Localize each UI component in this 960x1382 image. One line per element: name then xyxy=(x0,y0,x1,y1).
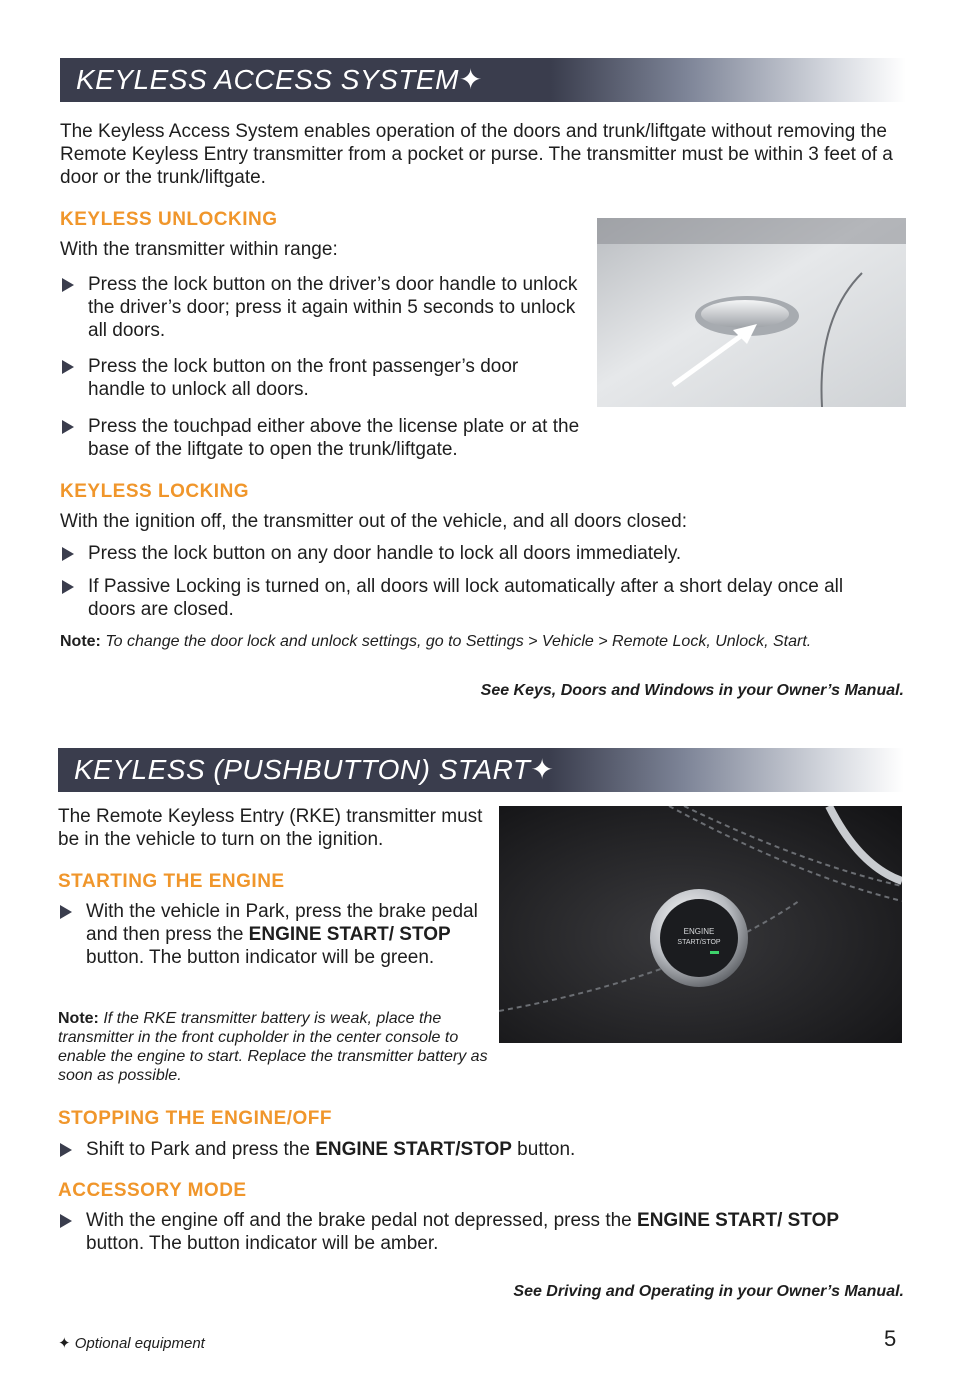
keyless-access-manual-reference: See Keys, Doors and Windows in your Owner’s Manual. xyxy=(480,682,904,699)
bullet-arrow-icon xyxy=(60,1214,72,1228)
keyless-access-note xyxy=(60,632,920,651)
page-number: 5 xyxy=(884,1326,897,1351)
list-item xyxy=(60,355,560,401)
optional-mark: ✦ xyxy=(530,754,555,785)
bullet-arrow-icon xyxy=(62,360,74,374)
door-handle-photo xyxy=(597,218,906,407)
green-indicator-light xyxy=(710,951,719,954)
starting-engine-heading: STARTING THE ENGINE xyxy=(58,871,285,892)
list-item xyxy=(60,575,880,621)
keyless-start-manual-reference: See Driving and Operating in your Owner’s Manual. xyxy=(513,1283,904,1300)
note-text: If the RKE transmitter battery is weak, place the transmitter in the front cupholder in the center console to enable the engine to start. Replace the transmitter battery as soon as possible. xyxy=(58,1010,488,1084)
bullet-text: If Passive Locking is turned on, all doors will lock automatically after a short delay once all doors are closed. xyxy=(88,576,844,620)
keyless-access-intro: The Keyless Access System enables operation of the doors and trunk/liftgate without removing the Remote Keyless Entry transmitter from a pocket or purse. The transmitter must be within 3 feet of a door or the trunk/liftgate. xyxy=(60,121,893,188)
bullet-text-post: button. xyxy=(511,1139,576,1160)
bullet-text-pre: With the vehicle in Park, press the brake pedal and then press the xyxy=(86,901,478,945)
bullet-text-post: button. The button indicator will be green. xyxy=(86,947,435,968)
optional-mark: ✦ xyxy=(58,1335,71,1352)
keyless-locking-lead: With the ignition off, the transmitter out of the vehicle, and all doors closed: xyxy=(60,511,687,532)
note-text: To change the door lock and unlock settings, go to Settings > Vehicle > Remote Lock, Unlock, Start. xyxy=(105,633,812,650)
bullet-text-bold: ENGINE START/ STOP xyxy=(637,1210,840,1231)
stopping-engine-heading: STOPPING THE ENGINE/OFF xyxy=(58,1108,333,1129)
section-title: KEYLESS (PUSHBUTTON) START xyxy=(74,754,531,785)
engine-label: ENGINE xyxy=(683,927,715,936)
bullet-arrow-icon xyxy=(60,1143,72,1157)
keyless-unlocking-heading: KEYLESS UNLOCKING xyxy=(60,209,278,230)
bullet-text-bold: ENGINE START/STOP xyxy=(315,1139,512,1160)
bullet-arrow-icon xyxy=(62,580,74,594)
keyless-start-intro: The Remote Keyless Entry (RKE) transmitter must be in the vehicle to turn on the ignition. xyxy=(58,806,483,850)
start-button-illustration xyxy=(499,806,902,1043)
list-item xyxy=(58,1138,903,1161)
list-item xyxy=(60,273,580,342)
bullet-arrow-icon xyxy=(62,547,74,561)
bullet-arrow-icon xyxy=(62,278,74,292)
bullet-text: Press the lock button on any door handle to lock all doors immediately. xyxy=(88,543,682,564)
list-item xyxy=(58,1209,858,1255)
start-stop-label: START/STOP xyxy=(677,939,721,946)
bullet-arrow-icon xyxy=(60,905,72,919)
keyless-start-note xyxy=(58,1009,488,1085)
bullet-arrow-icon xyxy=(62,420,74,434)
optional-text: Optional equipment xyxy=(74,1335,205,1352)
bullet-text-bold: ENGINE START/ STOP xyxy=(248,924,451,945)
accessory-mode-heading: ACCESSORY MODE xyxy=(58,1180,247,1201)
optional-equipment-footnote xyxy=(58,1334,205,1353)
note-label: Note: xyxy=(60,633,101,650)
keyless-access-header xyxy=(60,58,906,102)
door-handle-illustration xyxy=(597,218,906,407)
bullet-text: Press the touchpad either above the license plate or at the base of the liftgate to open the trunk/liftgate. xyxy=(88,416,580,460)
list-item xyxy=(60,415,620,461)
note-label: Note: xyxy=(58,1010,99,1027)
start-button-photo xyxy=(499,806,902,1043)
bullet-text-pre: With the engine off and the brake pedal not depressed, press the xyxy=(86,1210,638,1231)
list-item xyxy=(58,900,483,969)
section-title: KEYLESS ACCESS SYSTEM xyxy=(76,64,459,95)
optional-mark: ✦ xyxy=(458,64,483,95)
keyless-locking-heading: KEYLESS LOCKING xyxy=(60,481,250,502)
bullet-text: Press the lock button on the driver’s door handle to unlock the driver’s door; press it again within 5 seconds to unlock all doors. xyxy=(88,274,578,341)
bullet-text-pre: Shift to Park and press the xyxy=(86,1139,316,1160)
bullet-text: Press the lock button on the front passenger’s door handle to unlock all doors. xyxy=(88,356,519,400)
bullet-text-post: button. The button indicator will be amber. xyxy=(86,1233,439,1254)
keyless-start-header xyxy=(58,748,904,792)
keyless-unlocking-lead: With the transmitter within range: xyxy=(60,239,338,260)
list-item xyxy=(60,542,905,565)
